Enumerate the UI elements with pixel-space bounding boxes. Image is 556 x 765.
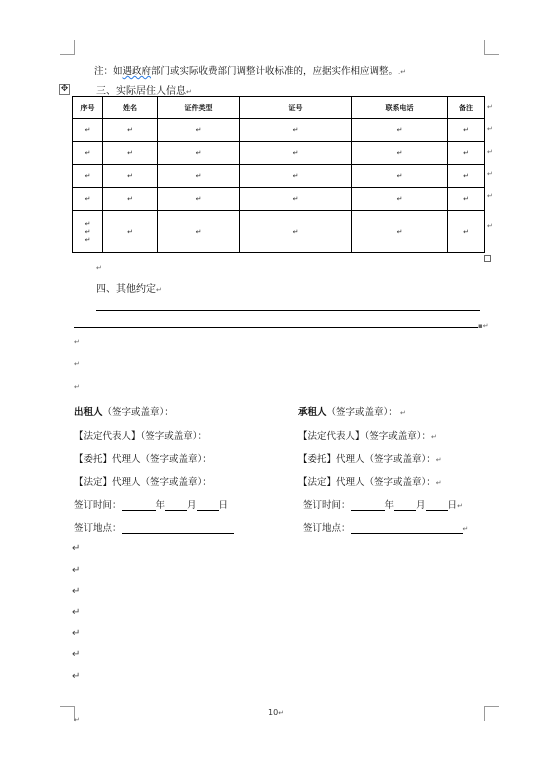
header-phone: 联系电话: [352, 97, 448, 119]
section-3-title: 三、实际居住人信息↵: [96, 86, 192, 97]
month-blank[interactable]: [394, 500, 416, 511]
residents-table: [72, 96, 485, 253]
lessee-sign-place: 签订地点： ↵: [303, 523, 469, 534]
lessee-legal-rep: 【法定代表人】（签字或盖章）：↵: [298, 431, 437, 442]
note-prefix: 注：如: [94, 66, 123, 77]
header-name: 姓名: [103, 97, 158, 119]
lessee-statutory-agent: 【法定】代理人（签字或盖章）：↵: [298, 477, 442, 488]
row-end-mark: ↵: [487, 103, 493, 111]
lessee-entrusted-agent: 【委托】代理人（签字或盖章）：↵: [298, 454, 442, 465]
year-blank[interactable]: [351, 500, 385, 511]
header-id-type: 证件类型: [158, 97, 240, 119]
table-row: ↵ ↵ ↵ ↵ ↵ ↵: [73, 165, 485, 188]
page-number: 10↵: [268, 708, 285, 717]
crop-mark-bottom-left: [60, 706, 75, 721]
table-row: ↵ ↵ ↵ ↵ ↵ ↵: [73, 119, 485, 142]
row-end-mark: ↵: [487, 192, 493, 200]
paragraph-mark: ↵: [96, 264, 102, 272]
header-id-number: 证号: [240, 97, 352, 119]
lessor-entrusted-agent: 【委托】代理人（签字或盖章）：: [74, 454, 212, 465]
spellcheck-underlined-text: 遇政府: [122, 66, 152, 77]
paragraph-return-icon: ↵: [72, 586, 81, 597]
paragraph-mark: .↵: [398, 68, 407, 76]
day-blank[interactable]: [197, 500, 219, 511]
lessee-sign-time: 签订时间： 年 月 日↵: [303, 500, 463, 511]
year-blank[interactable]: [122, 500, 156, 511]
lessor-sign-place: 签订地点：: [74, 520, 234, 534]
lessee-title: 承租人（签字或盖章）： ↵: [298, 407, 406, 418]
other-terms-line[interactable]: [96, 310, 480, 311]
paragraph-return-icon: ↵: [72, 543, 81, 554]
paragraph-return-icon: ↵: [72, 649, 81, 660]
table-move-handle-icon[interactable]: ✥: [60, 84, 69, 94]
paragraph-return-icon: ↵: [72, 607, 81, 618]
place-blank[interactable]: [122, 523, 234, 534]
table-row: ↵ ↵ ↵ ↵ ↵ ↵: [73, 188, 485, 211]
lessor-statutory-agent: 【法定】代理人（签字或盖章）：: [74, 477, 212, 488]
crop-mark-top-right: [484, 40, 499, 55]
row-end-mark: ↵: [487, 222, 493, 230]
lessor-legal-rep: 【法定代表人】（签字或盖章）：: [74, 431, 208, 442]
other-terms-line[interactable]: [74, 327, 478, 328]
lessor-sign-time: 签订时间： 年 月 日: [74, 500, 229, 511]
row-end-mark: ↵: [487, 170, 493, 178]
table-resize-handle-icon[interactable]: [484, 255, 491, 262]
crop-mark-top-left: [60, 40, 75, 55]
lessor-title: 出租人（签字或盖章）：: [74, 407, 174, 418]
paragraph-mark: ↵: [74, 383, 80, 391]
row-end-mark: ↵: [487, 148, 493, 156]
paragraph-mark: ↵: [74, 338, 80, 346]
day-blank[interactable]: [426, 500, 448, 511]
table-row: ↵ ↵ ↵ ↵ ↵ ↵ ↵ ↵: [73, 211, 485, 253]
paragraph-mark: ↵: [74, 360, 80, 368]
row-end-mark: ↵: [487, 125, 493, 133]
header-serial-no: 序号: [73, 97, 103, 119]
crop-mark-bottom-right: [484, 706, 499, 721]
paragraph-mark: ↵: [74, 716, 80, 724]
note-rest: 部门或实际收费部门调整计收标准的，应据实作相应调整。: [151, 66, 399, 77]
month-blank[interactable]: [165, 500, 187, 511]
paragraph-return-icon: ↵: [72, 628, 81, 639]
section-4-title: 四、其他约定↵: [96, 284, 162, 295]
table-row: ↵ ↵ ↵ ↵ ↵ ↵: [73, 142, 485, 165]
header-remarks: 备注: [448, 97, 485, 119]
paragraph-return-icon: ↵: [72, 565, 81, 576]
fee-adjustment-note: [94, 63, 406, 77]
paragraph-return-icon: ↵: [72, 671, 81, 682]
paragraph-mark: ▪↵: [478, 322, 489, 330]
place-blank[interactable]: [351, 523, 463, 534]
